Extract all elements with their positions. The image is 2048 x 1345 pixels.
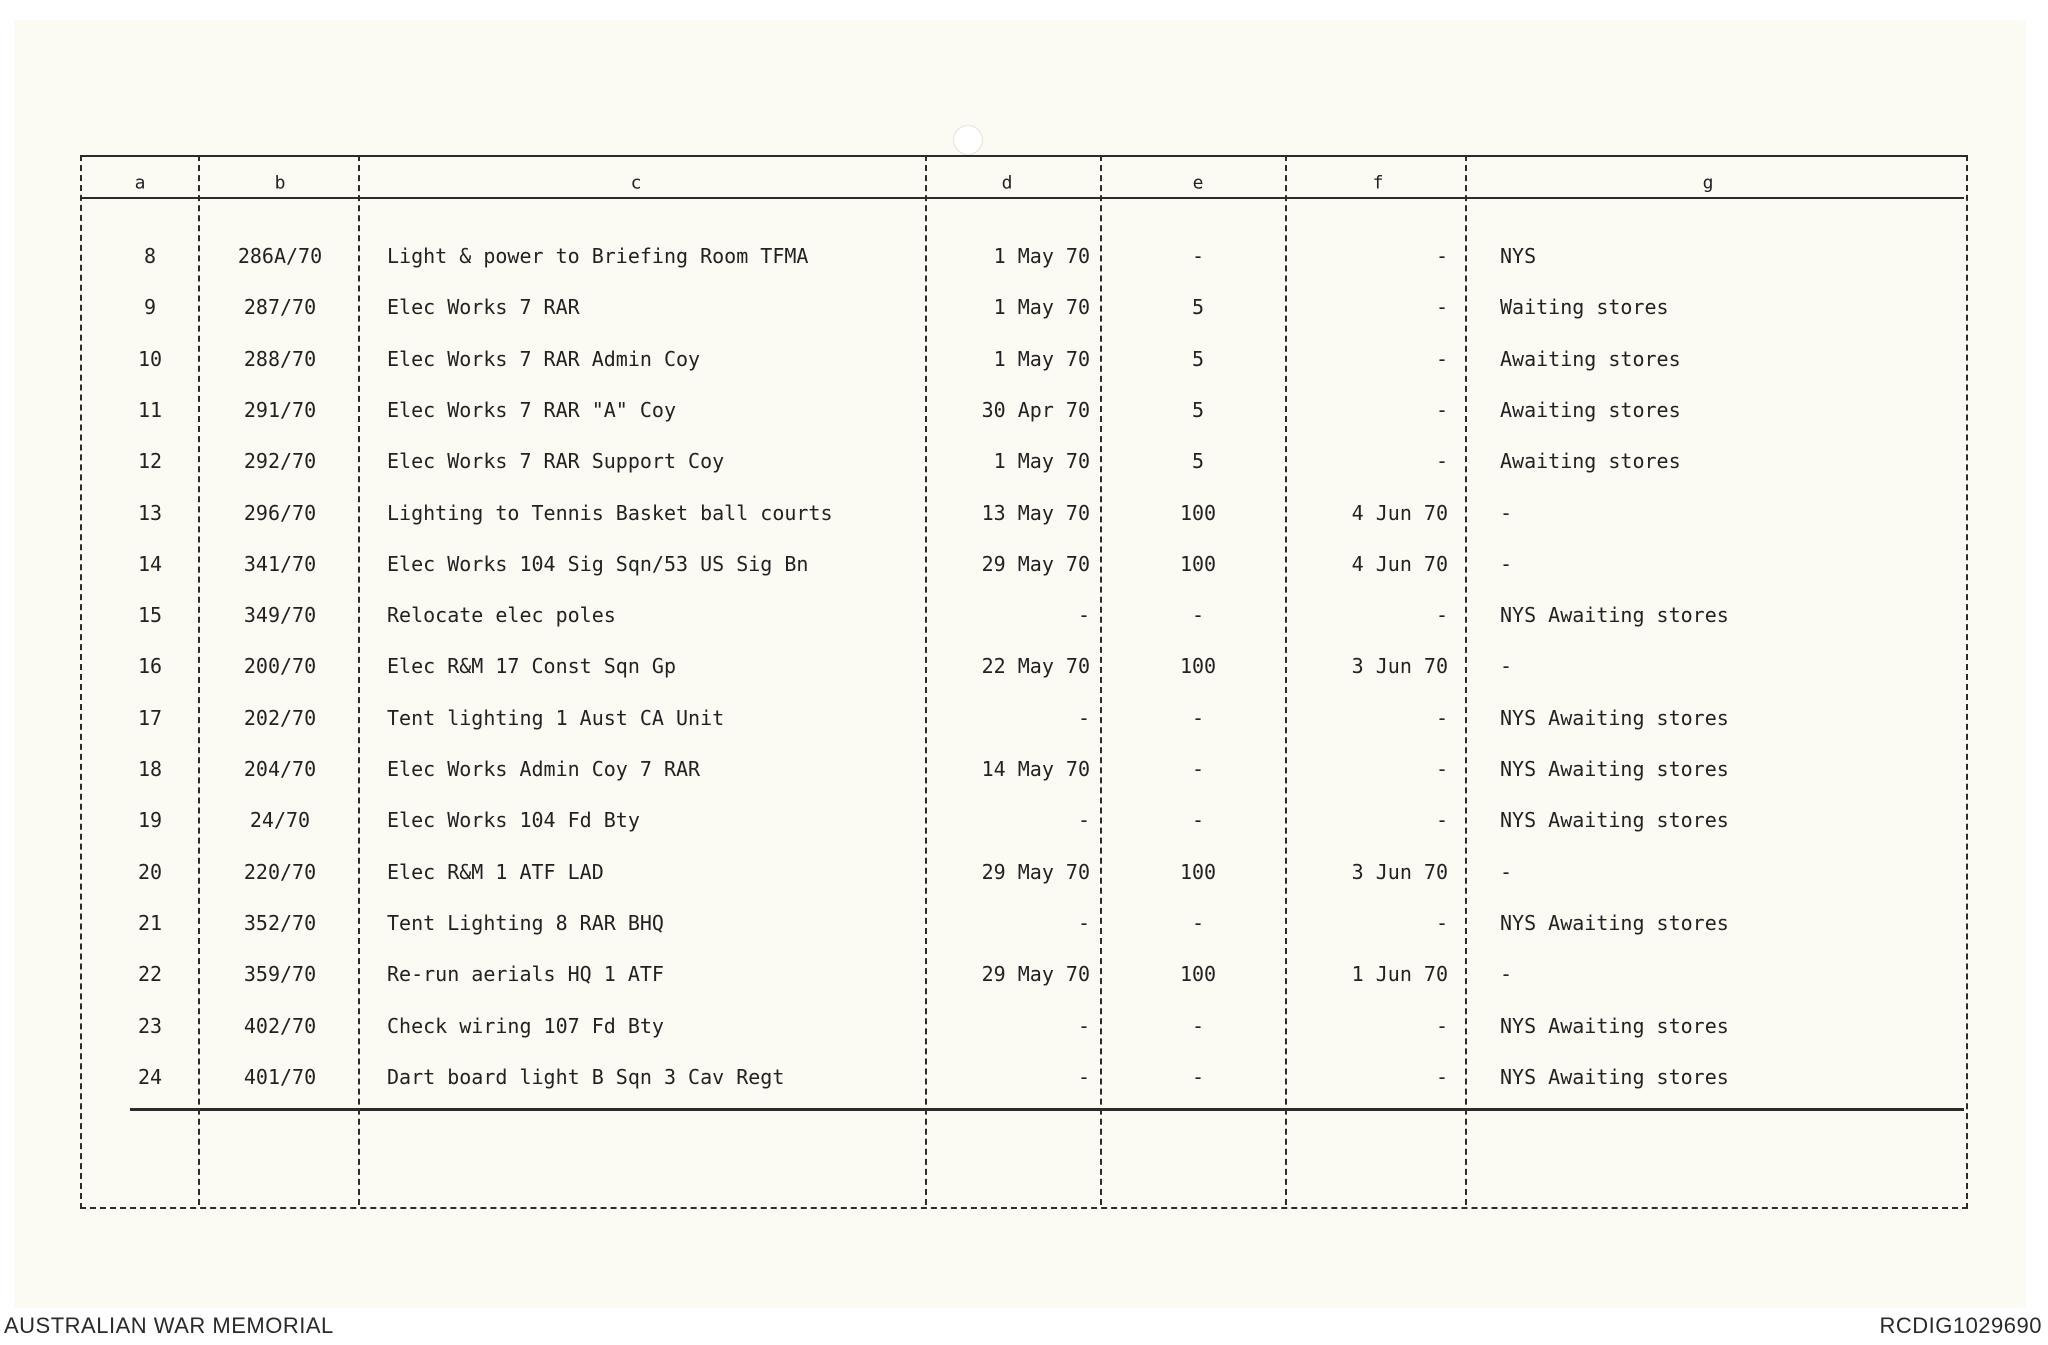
- cell-d: 22 May 70: [981, 654, 1090, 679]
- cell-g: NYS: [1500, 244, 1537, 268]
- cell-b: 286A/70: [237, 244, 323, 268]
- cell-f: -: [1435, 295, 1448, 320]
- column-divider-fg: [1465, 155, 1467, 1205]
- cell-c: Elec Works 7 RAR: [387, 295, 580, 320]
- cell-a: 11: [137, 397, 163, 422]
- cell-a: 16: [137, 654, 163, 679]
- cell-f: 3 Jun 70: [1351, 654, 1448, 679]
- cell-c: Light & power to Briefing Room TFMA: [387, 244, 809, 268]
- cell-g: NYS Awaiting stores: [1500, 1064, 1729, 1089]
- cell-a: 9: [143, 295, 157, 320]
- cell-f: 4 Jun 70: [1351, 500, 1448, 525]
- footer-record-id: RCDIG1029690: [1879, 1313, 2042, 1338]
- cell-e: 5: [1191, 295, 1205, 320]
- cell-g: -: [1500, 962, 1513, 987]
- cell-e: 100: [1179, 859, 1217, 884]
- header-divider: [80, 197, 1964, 199]
- cell-a: 14: [137, 551, 163, 576]
- cell-b: 220/70: [243, 859, 317, 884]
- footer-institution: AUSTRALIAN WAR MEMORIAL: [4, 1313, 334, 1338]
- cell-g: Awaiting stores: [1500, 397, 1681, 422]
- cell-a: 21: [137, 910, 163, 935]
- cell-g: Waiting stores: [1500, 295, 1669, 320]
- cell-b: 287/70: [243, 295, 317, 320]
- cell-f: -: [1435, 603, 1448, 628]
- cell-b: 288/70: [243, 346, 317, 371]
- cell-g: NYS Awaiting stores: [1500, 910, 1729, 935]
- cell-g: -: [1500, 551, 1513, 576]
- cell-g: Awaiting stores: [1500, 449, 1681, 474]
- cell-e: -: [1191, 757, 1205, 781]
- cell-c: Elec Works 7 RAR Support Coy: [387, 449, 725, 474]
- column-header-d: d: [1001, 172, 1013, 194]
- cell-d: -: [1077, 910, 1090, 935]
- cell-d: -: [1077, 603, 1090, 628]
- cell-f: -: [1435, 808, 1448, 833]
- cell-a: 20: [137, 859, 163, 884]
- cell-a: 12: [137, 449, 163, 474]
- cell-a: 13: [137, 500, 163, 525]
- cell-b: 352/70: [243, 910, 317, 935]
- cell-g: -: [1500, 859, 1513, 884]
- cell-c: Elec R&M 17 Const Sqn Gp: [387, 654, 676, 679]
- cell-b: 204/70: [243, 757, 317, 781]
- cell-g: -: [1500, 654, 1513, 679]
- cell-c: Elec Works 7 RAR Admin Coy: [387, 346, 701, 371]
- cell-c: Elec Works 104 Sig Sqn/53 US Sig Bn: [387, 551, 809, 576]
- cell-a: 17: [137, 705, 163, 730]
- cell-d: 1 May 70: [993, 244, 1090, 268]
- cell-c: Check wiring 107 Fd Bty: [387, 1013, 664, 1038]
- cell-e: -: [1191, 1013, 1205, 1038]
- cell-f: -: [1435, 910, 1448, 935]
- cell-f: -: [1435, 244, 1448, 268]
- cell-b: 24/70: [249, 808, 311, 833]
- cell-d: 1 May 70: [993, 295, 1090, 320]
- cell-f: 1 Jun 70: [1351, 962, 1448, 987]
- cell-d: -: [1077, 1064, 1090, 1089]
- cell-d: 13 May 70: [981, 500, 1090, 525]
- cell-g: Awaiting stores: [1500, 346, 1681, 371]
- cell-f: 3 Jun 70: [1351, 859, 1448, 884]
- cell-e: 5: [1191, 449, 1205, 474]
- cell-e: -: [1191, 1064, 1205, 1089]
- cell-f: -: [1435, 449, 1448, 474]
- cell-g: -: [1500, 500, 1513, 525]
- cell-b: 359/70: [243, 962, 317, 987]
- column-header-b: b: [274, 172, 286, 194]
- cell-e: 5: [1191, 346, 1205, 371]
- cell-f: -: [1435, 757, 1448, 781]
- cell-e: 5: [1191, 397, 1205, 422]
- column-header-a: a: [134, 172, 146, 194]
- cell-b: 291/70: [243, 397, 317, 422]
- cell-b: 296/70: [243, 500, 317, 525]
- cell-d: 29 May 70: [981, 962, 1090, 987]
- punch-hole: [953, 125, 983, 155]
- cell-c: Elec Works Admin Coy 7 RAR: [387, 757, 701, 781]
- cell-c: Dart board light B Sqn 3 Cav Regt: [387, 1064, 785, 1089]
- cell-g: NYS Awaiting stores: [1500, 808, 1729, 833]
- cell-g: NYS Awaiting stores: [1500, 603, 1729, 628]
- cell-e: -: [1191, 244, 1205, 268]
- cell-e: 100: [1179, 551, 1217, 576]
- cell-f: -: [1435, 1064, 1448, 1089]
- cell-a: 8: [143, 244, 157, 268]
- column-divider-cd: [925, 155, 927, 1205]
- cell-a: 19: [137, 808, 163, 833]
- cell-e: 100: [1179, 500, 1217, 525]
- column-header-g: g: [1702, 172, 1714, 194]
- cell-c: Tent Lighting 8 RAR BHQ: [387, 910, 664, 935]
- cell-b: 292/70: [243, 449, 317, 474]
- cell-d: 1 May 70: [993, 346, 1090, 371]
- cell-c: Re-run aerials HQ 1 ATF: [387, 962, 664, 987]
- cell-f: -: [1435, 1013, 1448, 1038]
- cell-f: 4 Jun 70: [1351, 551, 1448, 576]
- cell-c: Elec Works 104 Fd Bty: [387, 808, 640, 833]
- cell-c: Elec Works 7 RAR "A" Coy: [387, 397, 676, 422]
- cell-b: 401/70: [243, 1064, 317, 1089]
- cell-c: Elec R&M 1 ATF LAD: [387, 859, 604, 884]
- cell-e: -: [1191, 808, 1205, 833]
- cell-d: -: [1077, 1013, 1090, 1038]
- cell-a: 23: [137, 1013, 163, 1038]
- column-divider-bc: [358, 155, 360, 1205]
- cell-d: 1 May 70: [993, 449, 1090, 474]
- cell-c: Relocate elec poles: [387, 603, 616, 628]
- cell-d: 29 May 70: [981, 551, 1090, 576]
- cell-f: -: [1435, 397, 1448, 422]
- cell-c: Lighting to Tennis Basket ball courts: [387, 500, 833, 525]
- cell-a: 10: [137, 346, 163, 371]
- cell-a: 15: [137, 603, 163, 628]
- cell-f: -: [1435, 346, 1448, 371]
- cell-e: 100: [1179, 962, 1217, 987]
- cell-f: -: [1435, 705, 1448, 730]
- cell-g: NYS Awaiting stores: [1500, 705, 1729, 730]
- column-header-e: e: [1192, 172, 1204, 194]
- cell-a: 22: [137, 962, 163, 987]
- cell-g: NYS Awaiting stores: [1500, 757, 1729, 781]
- cell-b: 402/70: [243, 1013, 317, 1038]
- cell-b: 200/70: [243, 654, 317, 679]
- table-end-rule: [130, 1108, 1964, 1111]
- cell-b: 349/70: [243, 603, 317, 628]
- cell-e: 100: [1179, 654, 1217, 679]
- cell-c: Tent lighting 1 Aust CA Unit: [387, 705, 725, 730]
- column-divider-de: [1100, 155, 1102, 1205]
- cell-d: -: [1077, 705, 1090, 730]
- cell-a: 18: [137, 757, 163, 781]
- cell-e: -: [1191, 705, 1205, 730]
- column-header-c: c: [630, 172, 642, 194]
- column-header-f: f: [1372, 172, 1384, 194]
- cell-d: -: [1077, 808, 1090, 833]
- column-divider-ef: [1285, 155, 1287, 1205]
- column-divider-ab: [198, 155, 200, 1205]
- cell-g: NYS Awaiting stores: [1500, 1013, 1729, 1038]
- cell-a: 24: [137, 1064, 163, 1089]
- cell-b: 341/70: [243, 551, 317, 576]
- cell-b: 202/70: [243, 705, 317, 730]
- cell-d: 14 May 70: [981, 757, 1090, 781]
- cell-d: 29 May 70: [981, 859, 1090, 884]
- cell-d: 30 Apr 70: [981, 397, 1090, 422]
- cell-e: -: [1191, 910, 1205, 935]
- cell-e: -: [1191, 603, 1205, 628]
